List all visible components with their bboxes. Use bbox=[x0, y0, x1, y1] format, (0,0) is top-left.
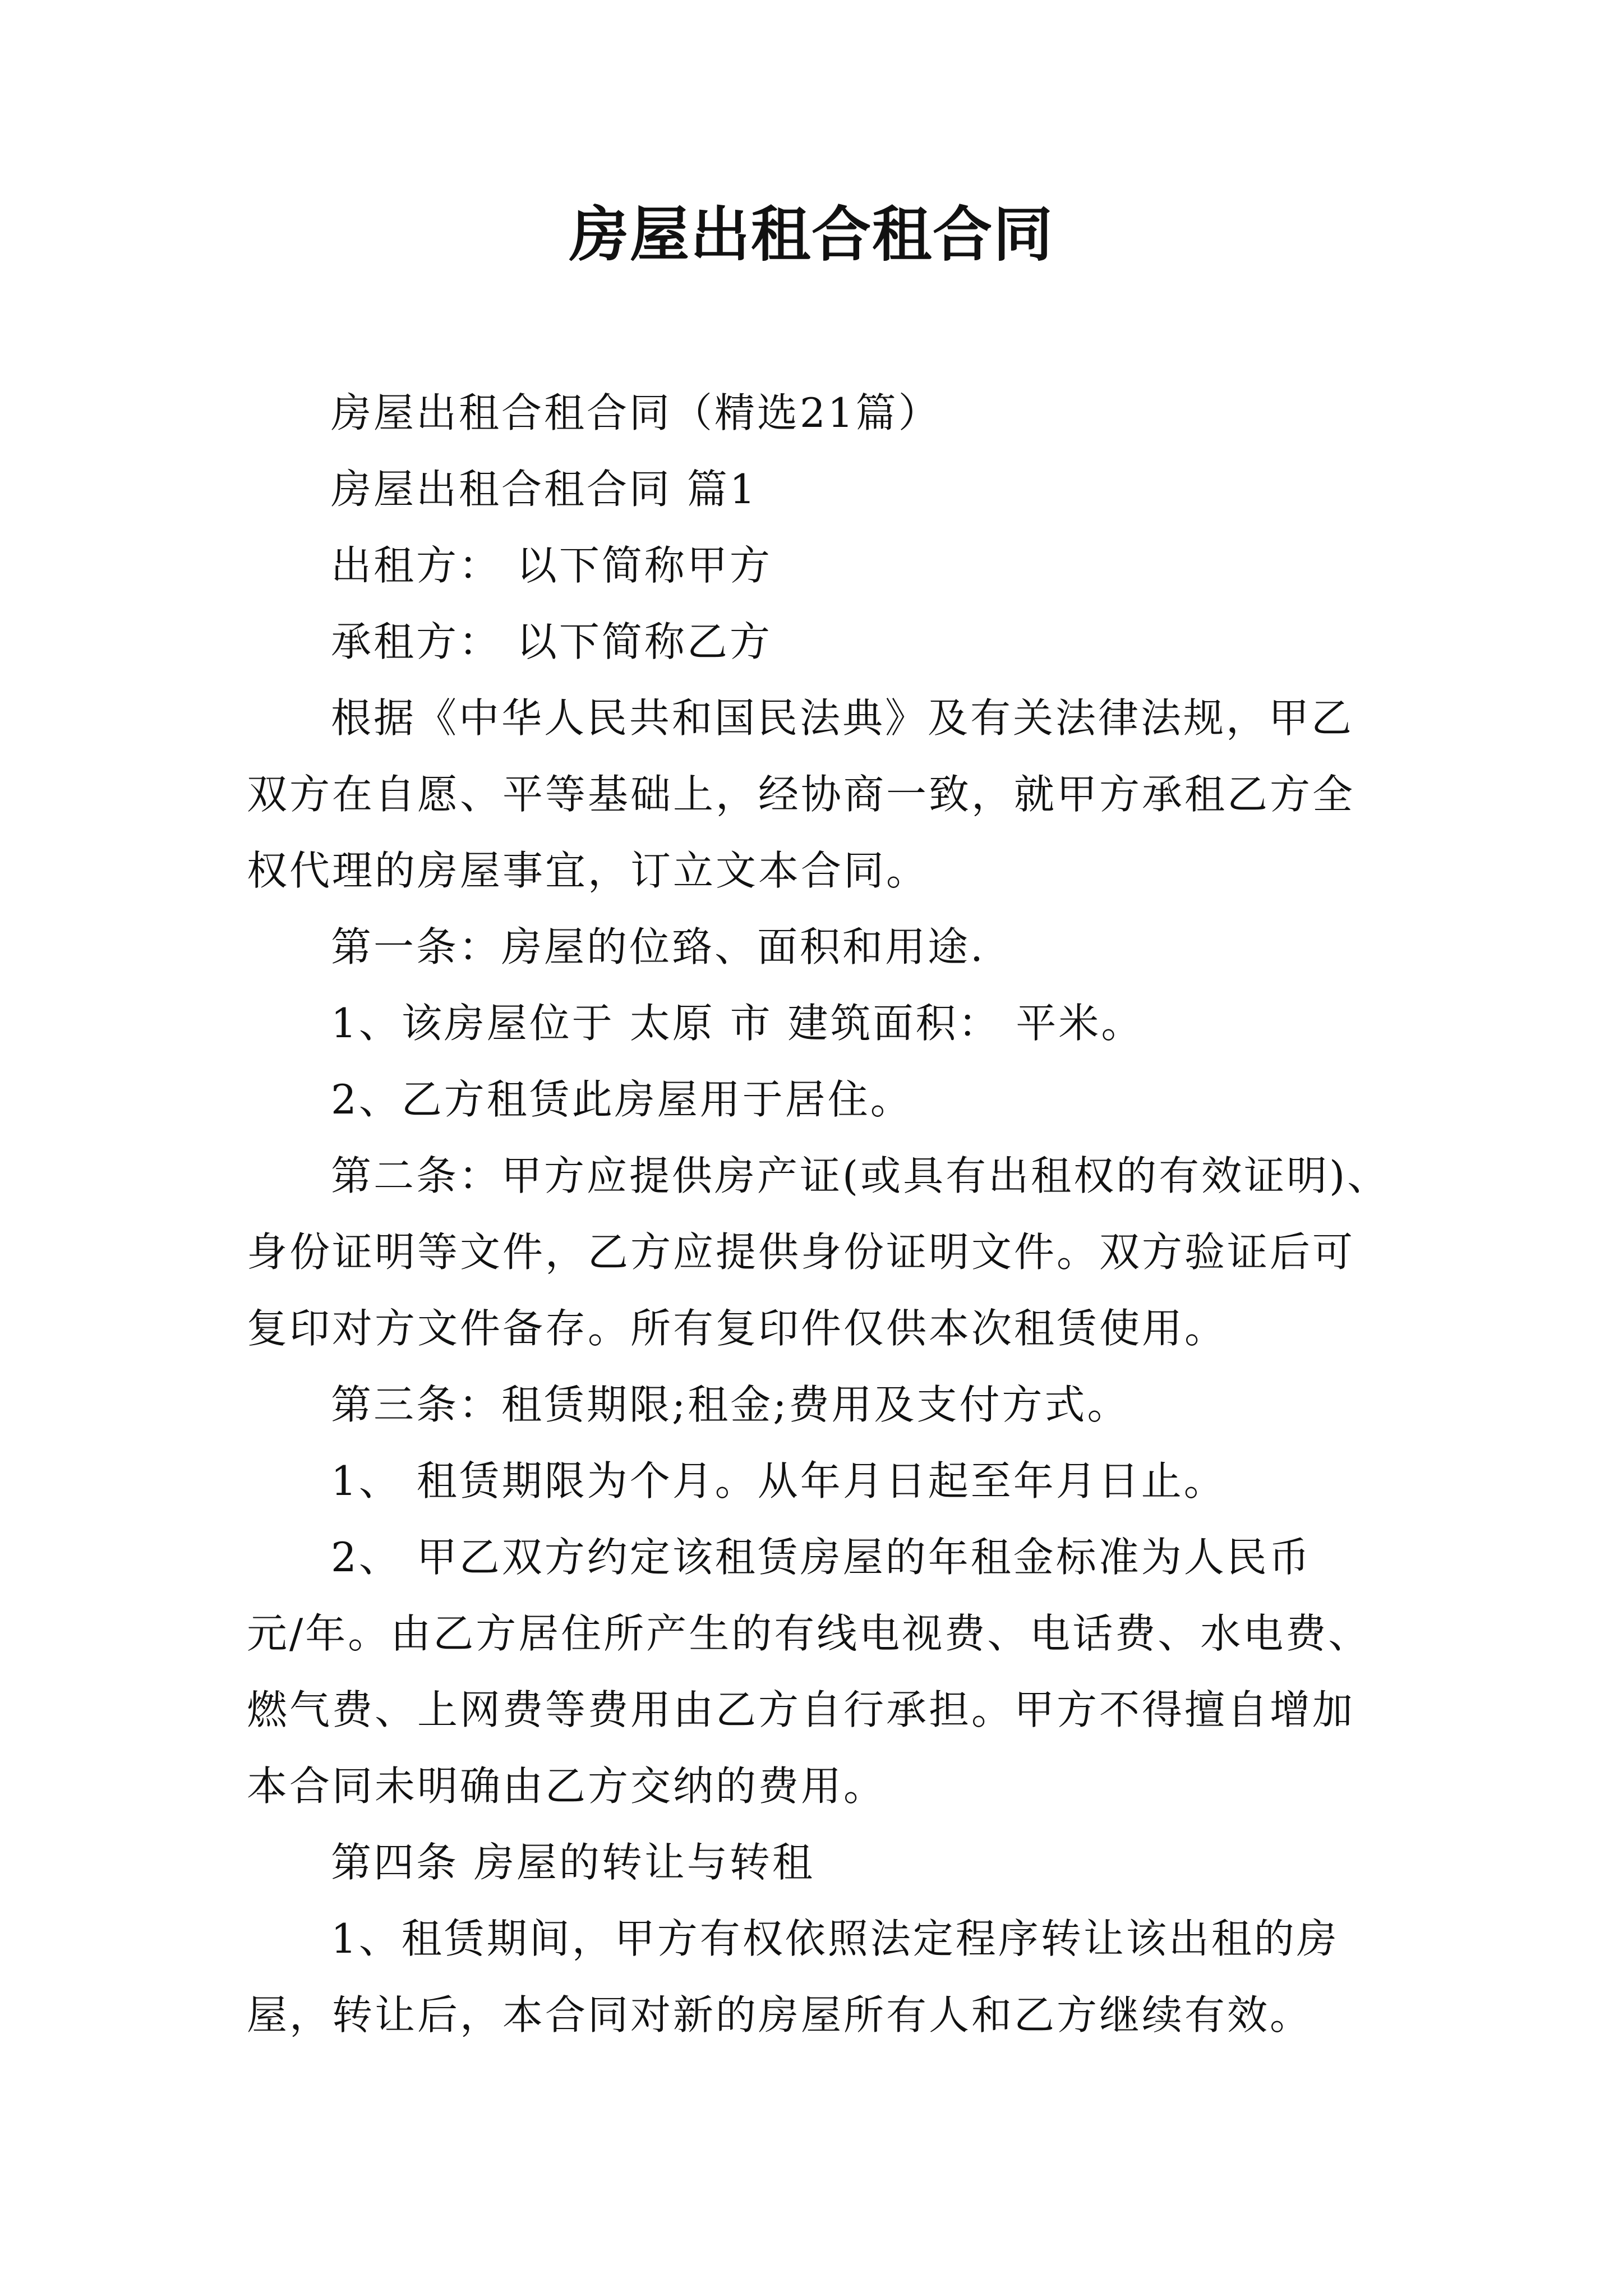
paragraph-line: 第四条 房屋的转让与转租 bbox=[331, 1839, 815, 1886]
paragraph-line: 承租方： 以下简称乙方 bbox=[331, 618, 772, 665]
paragraph-line: 1、该房屋位于 太原 市 建筑面积： 平米。 bbox=[331, 1000, 1144, 1047]
paragraph-line: 1、租赁期间，甲方有权依照法定程序转让该出租的房 bbox=[331, 1915, 1339, 1962]
paragraph-line: 屋，转让后，本合同对新的房屋所有人和乙方继续有效。 bbox=[247, 1991, 1313, 2039]
paragraph-line: 权代理的房屋事宜，订立文本合同。 bbox=[247, 847, 929, 894]
paragraph-line: 复印对方文件备存。所有复印件仅供本次租赁使用。 bbox=[247, 1305, 1228, 1352]
paragraph-line: 身份证明等文件，乙方应提供身份证明文件。双方验证后可 bbox=[247, 1228, 1355, 1276]
paragraph-line: 房屋出租合租合同（精选21篇） bbox=[331, 389, 941, 436]
paragraph-line: 第二条：甲方应提供房产证(或具有出租权的有效证明)、 bbox=[331, 1152, 1390, 1199]
paragraph-line: 2、 甲乙双方约定该租赁房屋的年租金标准为人民币 bbox=[331, 1534, 1312, 1581]
paragraph-line: 第一条：房屋的位臵、面积和用途. bbox=[331, 923, 985, 970]
paragraph-line: 1、 租赁期限为个月。从年月日起至年月日止。 bbox=[331, 1457, 1227, 1504]
paragraph-line: 元/年。由乙方居住所产生的有线电视费、电话费、水电费、 bbox=[247, 1610, 1371, 1657]
paragraph-line: 房屋出租合租合同 篇1 bbox=[331, 466, 758, 513]
paragraph-line: 燃气费、上网费等费用由乙方自行承担。甲方不得擅自增加 bbox=[247, 1686, 1355, 1733]
document-body bbox=[247, 375, 1424, 2053]
paragraph-line: 第三条：租赁期限;租金;费用及支付方式。 bbox=[331, 1381, 1130, 1428]
paragraph-line: 出租方： 以下简称甲方 bbox=[331, 542, 772, 589]
paragraph-line: 根据《中华人民共和国民法典》及有关法律法规，甲乙 bbox=[331, 694, 1354, 742]
paragraph-line: 2、乙方租赁此房屋用于居住。 bbox=[331, 1076, 913, 1123]
paragraph-line: 双方在自愿、平等基础上，经协商一致，就甲方承租乙方全 bbox=[247, 771, 1355, 818]
paragraph-line: 本合同未明确由乙方交纳的费用。 bbox=[247, 1763, 887, 1810]
page-title: 房屋出租合租合同 bbox=[569, 199, 1054, 269]
